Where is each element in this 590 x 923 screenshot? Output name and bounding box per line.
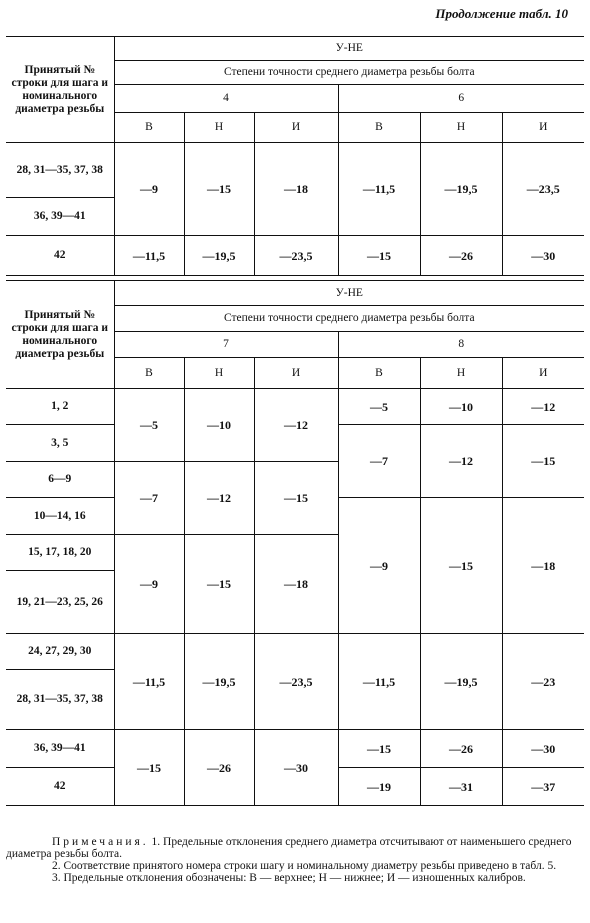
column-header-worn: И (254, 113, 338, 143)
column-header-lower: Н (420, 113, 502, 143)
row-label: 36, 39—41 (6, 198, 114, 236)
row-label: 28, 31—35, 37, 38 (6, 670, 114, 730)
row-number-header: Принятый № строки для шага и номинального диаметра резьбы (6, 37, 114, 143)
note-2: 2. Соответствие принятого номера строки шагу и номинальному диаметру резьбы приведено в табл. 5. (52, 860, 557, 872)
cell-value: —26 (184, 730, 254, 806)
row-label: 28, 31—35, 37, 38 (6, 143, 114, 198)
row-label: 10—14, 16 (6, 498, 114, 535)
cell-value: —26 (420, 730, 502, 768)
note-1 (6, 836, 584, 860)
cell-value: —5 (114, 389, 184, 462)
column-header-lower: Н (184, 358, 254, 389)
row-label: 1, 2 (6, 389, 114, 425)
cell-value: —15 (420, 498, 502, 634)
cell-value: —15 (114, 730, 184, 806)
cell-value: —7 (114, 462, 184, 535)
tolerance-table-grades-7-8 (6, 280, 584, 806)
notes-heading: Примечания. (52, 836, 149, 848)
notes-block (6, 836, 584, 884)
cell-value: —37 (502, 768, 584, 806)
row-label: 42 (6, 768, 114, 806)
cell-value: —19 (338, 768, 420, 806)
column-header-worn: И (502, 358, 584, 389)
row-label: 24, 27, 29, 30 (6, 634, 114, 670)
cell-value: —11,5 (338, 634, 420, 730)
row-label: 3, 5 (6, 425, 114, 462)
column-header-upper: В (338, 113, 420, 143)
cell-value: —11,5 (338, 143, 420, 236)
cell-value: —30 (502, 730, 584, 768)
cell-value: —12 (502, 389, 584, 425)
row-label: 6—9 (6, 462, 114, 498)
column-header-upper: В (114, 358, 184, 389)
column-header-upper: В (114, 113, 184, 143)
column-header-worn: И (502, 113, 584, 143)
cell-value: —11,5 (114, 236, 184, 276)
cell-value: —12 (420, 425, 502, 498)
cell-value: —12 (184, 462, 254, 535)
cell-value: —10 (420, 389, 502, 425)
accuracy-grades-header: Степени точности среднего диаметра резьбы болта (114, 306, 584, 332)
cell-value: —15 (184, 143, 254, 236)
cell-value: —31 (420, 768, 502, 806)
cell-value: —19,5 (184, 634, 254, 730)
cell-value: —23,5 (254, 236, 338, 276)
row-label: 15, 17, 18, 20 (6, 535, 114, 571)
cell-value: —10 (184, 389, 254, 462)
cell-value: —23 (502, 634, 584, 730)
row-label: 19, 21—23, 25, 26 (6, 571, 114, 634)
cell-value: —30 (254, 730, 338, 806)
row-label: 36, 39—41 (6, 730, 114, 768)
tolerance-table-grades-4-6 (6, 36, 584, 276)
cell-value: —9 (114, 143, 184, 236)
note-1-text: 1. Предельные отклонения среднего диаметра отсчитывают от наименьшего среднего диаметра резьбы болта. (6, 836, 572, 860)
grade-header: 8 (338, 332, 584, 358)
column-header-lower: Н (420, 358, 502, 389)
cell-value: —15 (338, 236, 420, 276)
row-label: 42 (6, 236, 114, 276)
cell-value: —19,5 (184, 236, 254, 276)
accuracy-grades-header: Степени точности среднего диаметра резьбы болта (114, 61, 584, 85)
cell-value: —19,5 (420, 143, 502, 236)
cell-value: —15 (254, 462, 338, 535)
cell-value: —15 (184, 535, 254, 634)
fit-group-header: У-НЕ (114, 281, 584, 306)
cell-value: —9 (114, 535, 184, 634)
cell-value: —12 (254, 389, 338, 462)
cell-value: —18 (502, 498, 584, 634)
grade-header: 4 (114, 85, 338, 113)
cell-value: —19,5 (420, 634, 502, 730)
grade-header: 7 (114, 332, 338, 358)
cell-value: —26 (420, 236, 502, 276)
note-3: 3. Предельные отклонения обозначены: В — верхнее; Н — нижнее; И — изношенных калибров. (52, 872, 526, 884)
cell-value: —30 (502, 236, 584, 276)
cell-value: —18 (254, 535, 338, 634)
cell-value: —23,5 (254, 634, 338, 730)
cell-value: —5 (338, 389, 420, 425)
row-number-header: Принятый № строки для шага и номинального диаметра резьбы (6, 281, 114, 389)
fit-group-header: У-НЕ (114, 37, 584, 61)
cell-value: —15 (502, 425, 584, 498)
column-header-worn: И (254, 358, 338, 389)
cell-value: —7 (338, 425, 420, 498)
cell-value: —18 (254, 143, 338, 236)
cell-value: —23,5 (502, 143, 584, 236)
cell-value: —9 (338, 498, 420, 634)
column-header-lower: Н (184, 113, 254, 143)
table-continuation-caption: Продолжение табл. 10 (435, 6, 568, 21)
cell-value: —15 (338, 730, 420, 768)
column-header-upper: В (338, 358, 420, 389)
grade-header: 6 (338, 85, 584, 113)
cell-value: —11,5 (114, 634, 184, 730)
